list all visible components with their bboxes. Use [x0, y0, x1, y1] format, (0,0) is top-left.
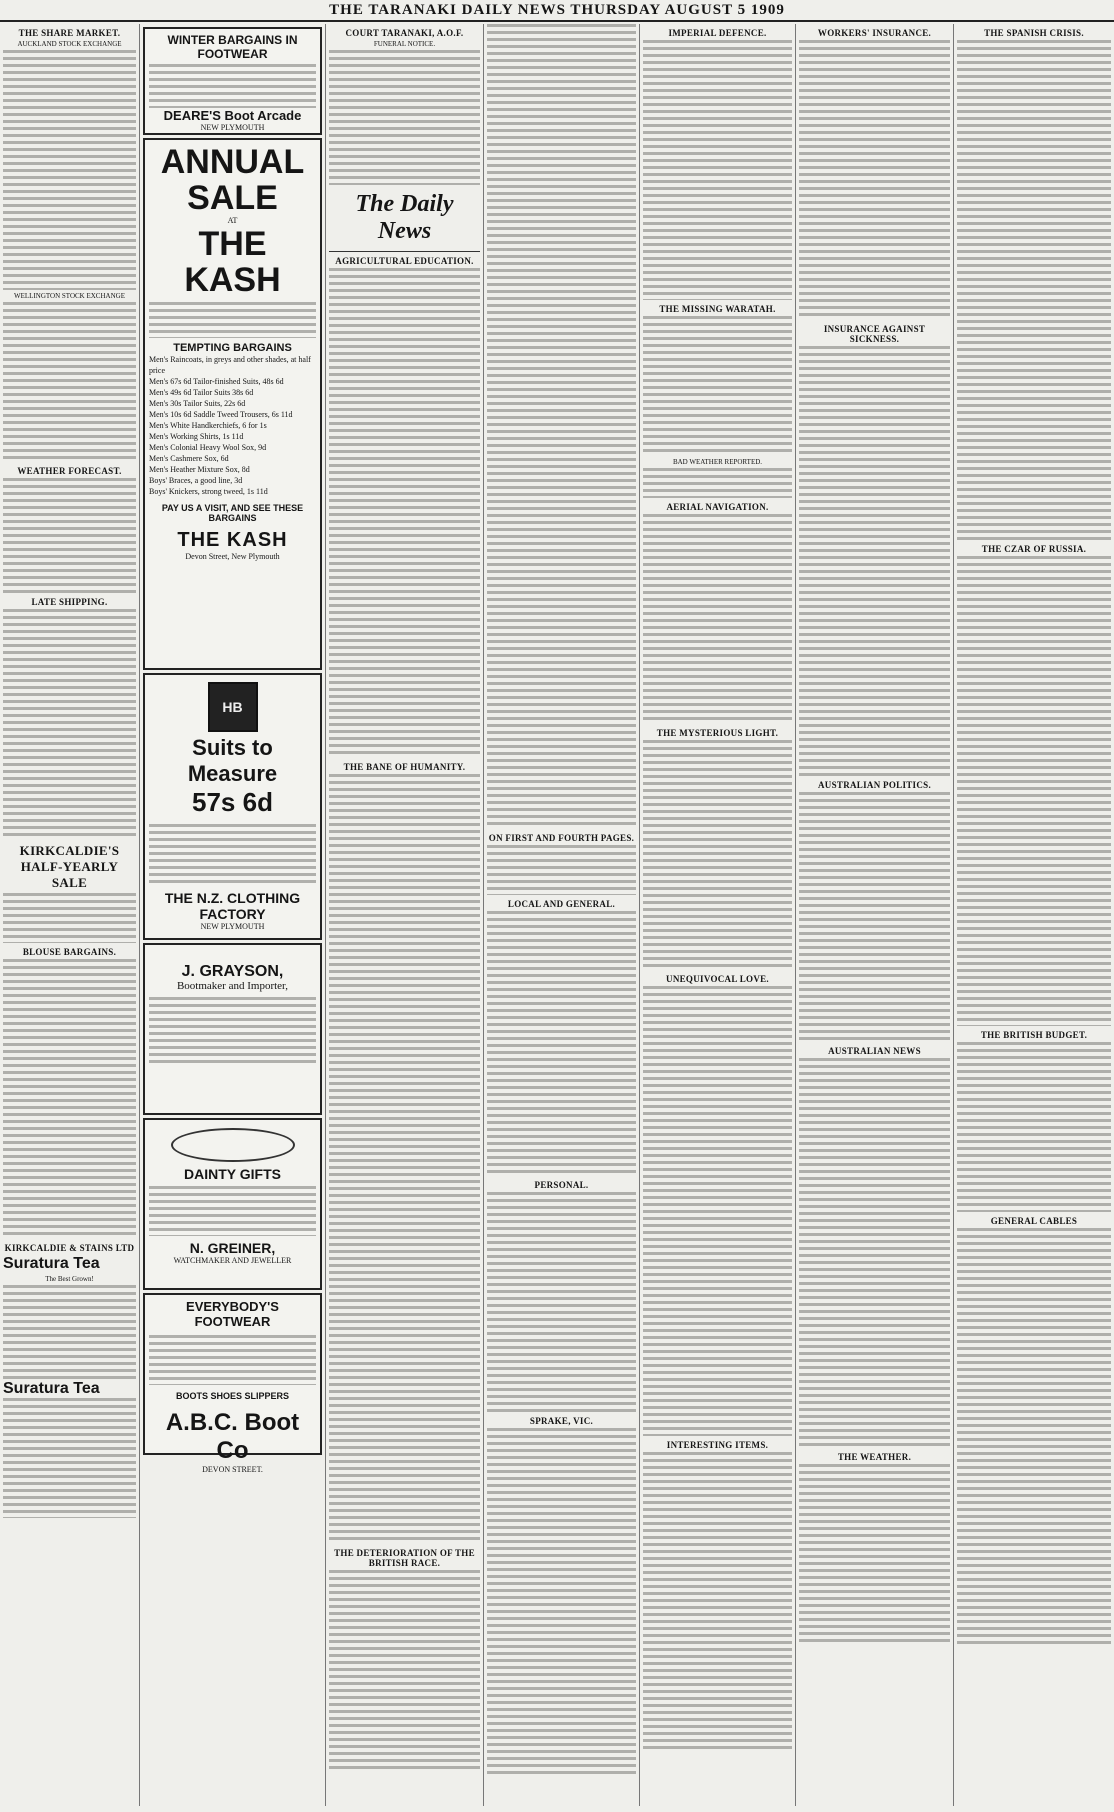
body-text	[487, 911, 636, 1176]
body-text	[149, 997, 316, 1067]
list-item: Men's White Handkerchiefs, 6 for 1s	[149, 421, 267, 430]
column-1	[0, 24, 140, 1806]
unequivocal-love-heading: UNEQUIVOCAL LOVE.	[666, 974, 769, 984]
body-text	[329, 774, 480, 1544]
deterioration-heading: THE DETERIORATION OF THE BRITISH RACE.	[334, 1548, 475, 1568]
list-item: Men's Heather Mixture Sox, 8d	[149, 465, 250, 474]
imperial-defence-heading: IMPERIAL DEFENCE.	[668, 28, 767, 38]
body-text	[329, 1570, 480, 1770]
column-5	[640, 24, 796, 1806]
body-text	[149, 1186, 316, 1236]
column-3	[326, 24, 484, 1806]
greiner-name: N. GREINER,	[189, 1240, 276, 1256]
list-item: Boys' Knickers, strong tweed, 1s 11d	[149, 487, 268, 496]
shipping-heading: LATE SHIPPING.	[31, 597, 108, 607]
abc-boot-ad	[143, 1293, 322, 1474]
body-text	[643, 468, 792, 498]
workers-insurance-heading: WORKERS' INSURANCE.	[817, 28, 932, 38]
kash-footer: THE KASH	[177, 529, 288, 551]
tempting-bargains: TEMPTING BARGAINS	[173, 342, 292, 354]
everybody-footwear: EVERYBODY'S FOOTWEAR	[186, 1299, 279, 1329]
body-text	[487, 24, 636, 829]
wellington-heading: WELLINGTON STOCK EXCHANGE	[14, 292, 125, 300]
waratah-heading: THE MISSING WARATAH.	[659, 304, 776, 314]
sickness-insurance-heading: INSURANCE AGAINST SICKNESS.	[823, 324, 926, 344]
suratura-tea-1: Suratura Tea	[3, 1255, 100, 1272]
body-text	[3, 609, 136, 839]
divider	[329, 251, 480, 252]
kirkcaldie-stains: KIRKCALDIE & STAINS LTD	[4, 1243, 135, 1253]
daily-news-heading: The Daily News	[355, 191, 454, 244]
hb-logo-icon: HB	[208, 682, 258, 732]
suits-price: 57s 6d	[192, 787, 273, 817]
column-4	[484, 24, 640, 1806]
body-text	[957, 556, 1111, 1026]
body-text	[3, 1398, 136, 1518]
list-item: Men's 30s Tailor Suits, 22s 6d	[149, 399, 246, 408]
body-text	[643, 740, 792, 970]
annual-sale: ANNUAL SALE	[160, 143, 305, 217]
body-text	[957, 40, 1111, 540]
list-item: Men's Cashmere Sox, 6d	[149, 454, 229, 463]
body-text	[643, 40, 792, 300]
body-text	[3, 1285, 136, 1380]
body-text	[799, 40, 950, 320]
nz-clothing-factory: THE N.Z. CLOTHING FACTORY	[164, 890, 301, 922]
column-7	[954, 24, 1114, 1806]
court-heading: COURT TARANAKI, A.O.F.	[345, 28, 464, 38]
abc-address: DEVON STREET.	[202, 1465, 263, 1474]
winter-bargains-ad	[143, 27, 322, 135]
suratura-tea-2: Suratura Tea	[3, 1380, 100, 1397]
aerial-heading: AERIAL NAVIGATION.	[666, 502, 769, 512]
body-text	[799, 346, 950, 776]
mysterious-light-heading: THE MYSTERIOUS LIGHT.	[656, 728, 779, 738]
masthead: THE TARANAKI DAILY NEWS THURSDAY AUGUST 5 1909	[0, 0, 1114, 22]
body-text	[329, 50, 480, 185]
grayson-ad	[143, 943, 322, 1115]
body-text	[487, 1192, 636, 1412]
list-item: Men's 67s 6d Tailor-finished Suits, 48s 6d	[149, 377, 284, 386]
funeral-heading: FUNERAL NOTICE.	[373, 40, 436, 48]
deare-address: NEW PLYMOUTH	[200, 123, 265, 132]
body-text	[957, 1228, 1111, 1648]
bargain-list	[149, 354, 316, 497]
at-label: AT	[227, 216, 238, 225]
body-text	[3, 50, 136, 290]
grayson-name: J. GRAYSON,	[181, 963, 284, 980]
kash-address: Devon Street, New Plymouth	[185, 552, 280, 561]
agri-heading: AGRICULTURAL EDUCATION.	[335, 256, 474, 266]
body-text	[799, 1464, 950, 1644]
australian-politics-heading: AUSTRALIAN POLITICS.	[817, 780, 932, 790]
first-fourth-heading: ON FIRST AND FOURTH PAGES.	[488, 833, 635, 843]
australian-news-heading: AUSTRALIAN NEWS	[828, 1046, 921, 1056]
list-item: Men's Raincoats, in greys and other shades, at half price	[149, 355, 311, 375]
body-text	[487, 845, 636, 895]
body-text	[3, 302, 136, 462]
body-text	[329, 268, 480, 758]
weather-heading: WEATHER FORECAST.	[17, 466, 122, 476]
list-item: Men's Working Shirts, 1s 11d	[149, 432, 244, 441]
the-kash: THE KASH	[184, 225, 281, 299]
body-text	[799, 1058, 950, 1448]
column-6	[796, 24, 954, 1806]
body-text	[3, 478, 136, 593]
personal-heading: PERSONAL.	[534, 1180, 589, 1190]
body-text	[643, 1452, 792, 1752]
weather-heading-2: THE WEATHER.	[837, 1452, 912, 1462]
bane-heading: THE BANE OF HUMANITY.	[343, 762, 466, 772]
greiner-ad	[143, 1118, 322, 1290]
body-text	[149, 1335, 316, 1385]
grayson-trade: Bootmaker and Importer,	[176, 980, 289, 992]
body-text	[3, 959, 136, 1239]
abc-boot-co: A.B.C. Boot Co	[165, 1409, 300, 1464]
suits-title: Suits to Measure	[187, 735, 278, 786]
boots-shoes-slippers: BOOTS SHOES SLIPPERS	[175, 1391, 290, 1401]
czar-heading: THE CZAR OF RUSSIA.	[981, 544, 1087, 554]
kash-sale-ad	[143, 138, 322, 670]
greiner-trade: WATCHMAKER AND JEWELLER	[173, 1256, 292, 1265]
body-text	[3, 893, 136, 943]
winter-title: WINTER BARGAINS IN FOOTWEAR	[167, 33, 298, 61]
body-text	[149, 824, 316, 884]
list-item: Men's 10s 6d Saddle Tweed Trousers, 6s 11d	[149, 410, 293, 419]
blouse-heading: BLOUSE BARGAINS.	[22, 947, 117, 957]
body-text	[643, 316, 792, 456]
list-item: Men's Colonial Heavy Wool Sox, 9d	[149, 443, 267, 452]
british-budget-heading: THE BRITISH BUDGET.	[980, 1030, 1088, 1040]
local-general-heading: LOCAL AND GENERAL.	[507, 899, 616, 909]
spanish-crisis-heading: THE SPANISH CRISIS.	[984, 28, 1084, 38]
sprake-heading: SPRAKE, VIC.	[529, 1416, 594, 1426]
column-2	[140, 24, 326, 1806]
pay-us-visit: PAY US A VISIT, AND SEE THESE BARGAINS	[161, 503, 304, 523]
body-text	[799, 792, 950, 1042]
auckland-heading: AUCKLAND STOCK EXCHANGE	[17, 40, 122, 48]
kirkcaldie-sale-heading: KIRKCALDIE'S HALF-YEARLY SALE	[19, 843, 120, 890]
list-item: Men's 49s 6d Tailor Suits 38s 6d	[149, 388, 254, 397]
body-text	[957, 1042, 1111, 1212]
body-text	[487, 1428, 636, 1778]
share-market-heading: THE SHARE MARKET.	[18, 28, 121, 38]
dainty-gifts: DAINTY GIFTS	[184, 1166, 281, 1182]
deare-name: DEARE'S Boot Arcade	[163, 108, 302, 123]
body-text	[149, 302, 316, 338]
factory-location: NEW PLYMOUTH	[200, 922, 265, 931]
list-item: Boys' Braces, a good line, 3d	[149, 476, 243, 485]
tea-tagline: The Best Grown!	[45, 1275, 94, 1283]
suits-ad	[143, 673, 322, 940]
bracelet-illustration	[171, 1128, 295, 1162]
general-cables-heading: GENERAL CABLES	[990, 1216, 1078, 1226]
interesting-items-heading: INTERESTING ITEMS.	[666, 1440, 769, 1450]
bad-weather-heading: BAD WEATHER REPORTED.	[672, 458, 763, 466]
body-text	[643, 514, 792, 724]
body-text	[643, 986, 792, 1436]
body-text	[149, 64, 316, 108]
